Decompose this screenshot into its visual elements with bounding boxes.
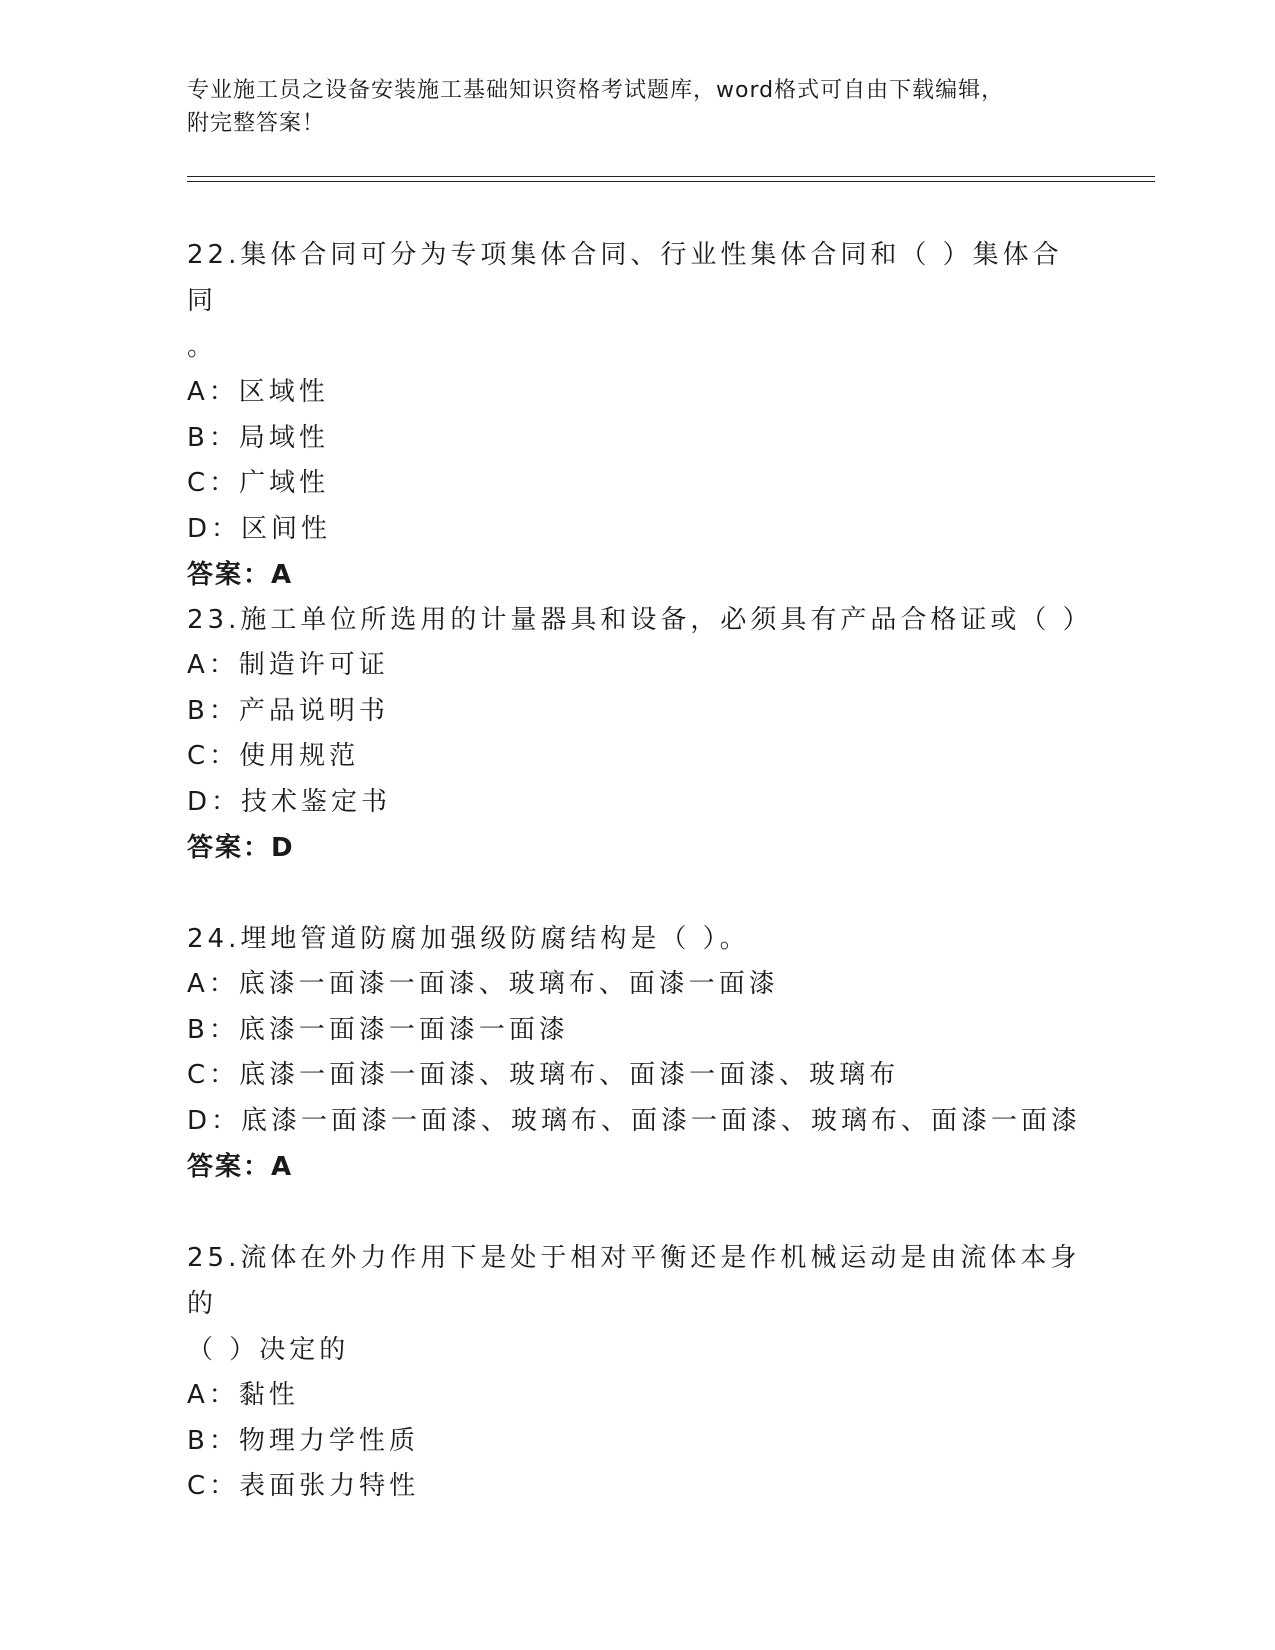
answer: 答案：A — [187, 560, 294, 590]
option-a: A：底漆一面漆一面漆、玻璃布、面漆一面漆 — [187, 969, 779, 999]
header-line-2: 附完整答案！ — [187, 111, 326, 136]
question-stem: 22.集体合同可分为专项集体合同、行业性集体合同和（ ）集体合同 — [187, 240, 1063, 316]
header-line-1: 专业施工员之设备安装施工基础知识资格考试题库，word格式可自由下载编辑， — [187, 78, 1005, 103]
option-b: B：产品说明书 — [187, 695, 389, 726]
option-c: C：表面张力特性 — [187, 1471, 420, 1501]
option-a: A：黏性 — [187, 1380, 299, 1410]
document-header — [187, 74, 1087, 140]
answer: 答案：A — [187, 1152, 294, 1182]
option-c: C：使用规范 — [187, 741, 360, 771]
question-24 — [187, 916, 1087, 1190]
option-a: A：制造许可证 — [187, 650, 389, 680]
header-divider-bottom — [187, 181, 1155, 182]
option-d: D：底漆一面漆一面漆、玻璃布、面漆一面漆、玻璃布、面漆一面漆 — [187, 1105, 1082, 1136]
question-stem: 23.施工单位所选用的计量器具和设备，必须具有产品合格证或（ ） — [187, 605, 1093, 635]
question-stem: 24.埋地管道防腐加强级防腐结构是（ ）。 — [187, 924, 750, 954]
question-22 — [187, 232, 1087, 598]
option-d: D：区间性 — [187, 513, 332, 544]
option-b: B：物理力学性质 — [187, 1425, 419, 1456]
option-c: C：底漆一面漆一面漆、玻璃布、面漆一面漆、玻璃布 — [187, 1060, 900, 1090]
question-25 — [187, 1235, 1087, 1510]
option-b: B：局域性 — [187, 422, 329, 453]
answer: 答案：D — [187, 833, 295, 863]
question-stem: 25.流体在外力作用下是处于相对平衡还是作机械运动是由流体本身的 — [187, 1243, 1081, 1319]
option-a: A：区域性 — [187, 377, 329, 407]
header-divider-top — [187, 176, 1155, 177]
option-b: B：底漆一面漆一面漆一面漆 — [187, 1014, 569, 1045]
option-d: D：技术鉴定书 — [187, 786, 392, 817]
option-c: C：广域性 — [187, 468, 330, 498]
question-23 — [187, 597, 1093, 871]
question-stem-continuation: （ ）决定的 — [187, 1335, 350, 1365]
question-stem-continuation: 。 — [187, 332, 218, 362]
